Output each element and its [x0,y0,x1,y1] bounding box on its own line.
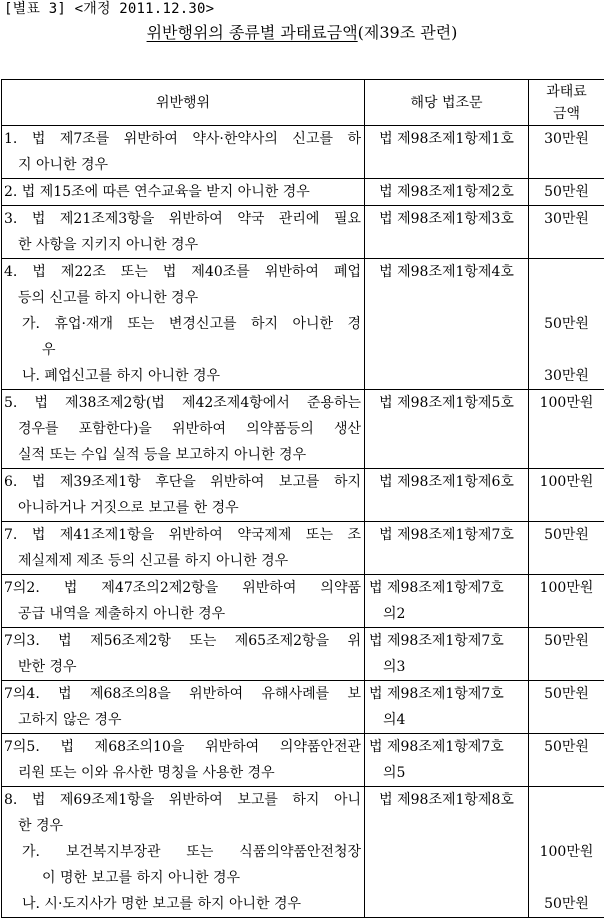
fine-cell [529,259,604,390]
act-line: 실적 또는 수입 실적 등을 보고하지 아니한 경우 [4,442,361,468]
fine-line [531,152,602,178]
table-header-row [2,80,604,126]
basis-line: 법 제98조제1항제1호 [367,126,526,152]
basis-cell [365,734,529,787]
fine-line: 50만원 [531,179,602,205]
basis-cell [365,787,529,918]
basis-line [367,813,526,839]
basis-cell [365,469,529,522]
basis-line [367,337,526,363]
basis-line: 법 제98조제1항제5호 [367,390,526,416]
basis-line: 법 제98조제1항제7호 [369,628,526,654]
fine-line [531,865,602,891]
act-line: 1. 법 제7조를 위반하여 약사·한약사의 신고를 하 [4,126,361,152]
fine-line [531,259,602,285]
basis-line [367,285,526,311]
title-main: 위반행위의 종류별 과태료금액 [147,23,358,42]
table-row [2,787,604,918]
act-line: 아니하거나 거짓으로 보고를 한 경우 [4,495,361,521]
basis-line: 법 제98조제1항제8호 [367,787,526,813]
basis-cell [365,390,529,469]
basis-cell [365,681,529,734]
table-row [2,628,604,681]
basis-cell [365,522,529,575]
header-label: [별표 3] <개정 2011.12.30> [4,0,214,18]
act-cell [2,179,365,206]
fine-line [531,548,602,574]
basis-cell [365,575,529,628]
fine-line: 30만원 [531,126,602,152]
fine-cell [529,206,604,259]
basis-line: 법 제98조제1항제4호 [367,259,526,285]
fine-line [531,787,602,813]
fine-cell [529,681,604,734]
act-line: 경우를 포함한다)을 위반하여 의약품등의 생산 [4,416,361,442]
fine-line: 100만원 [531,575,602,601]
basis-line: 법 제98조제1항제7호 [369,734,526,760]
table-row [2,469,604,522]
act-cell [2,522,365,575]
act-cell [2,734,365,787]
fine-cell [529,179,604,206]
penalty-table [1,79,604,918]
basis-line [367,232,526,258]
basis-cell [365,206,529,259]
act-line: 반한 경우 [4,654,361,680]
fine-cell [529,575,604,628]
act-cell [2,628,365,681]
fine-header-text: 과태료 금액 [545,81,589,125]
act-cell [2,787,365,918]
act-cell [2,390,365,469]
act-line: 6. 법 제39조제1항 후단을 위반하여 보고를 하지 [4,469,361,495]
act-line: 3. 법 제21조제3항을 위반하여 약국 관리에 필요 [4,206,361,232]
fine-line [531,760,602,786]
act-subitem-line: 이 명한 보고를 하지 아니한 경우 [4,865,361,891]
act-line: 2. 법 제15조에 따른 연수교육을 받지 아니한 경우 [4,179,361,205]
fine-line: 50만원 [531,891,602,917]
act-subitem-line: 나. 폐업신고를 하지 아니한 경우 [4,363,361,389]
fine-cell [529,469,604,522]
table-row [2,126,604,179]
act-line: 한 사항을 지키지 아니한 경우 [4,232,361,258]
basis-line: 의4 [369,707,526,733]
act-cell [2,126,365,179]
act-line: 리원 또는 이와 유사한 명칭을 사용한 경우 [4,760,361,786]
basis-cell [365,628,529,681]
fine-cell [529,734,604,787]
fine-line: 100만원 [531,390,602,416]
basis-line: 법 제98조제1항제6호 [367,469,526,495]
act-line: 한 경우 [4,813,361,839]
fine-line [531,232,602,258]
table-row [2,259,604,390]
basis-line [367,363,526,389]
act-line: 고하지 않은 경우 [4,707,361,733]
act-line: 공급 내역을 제출하지 아니한 경우 [4,601,361,627]
act-cell [2,259,365,390]
column-header-basis: 해당 법조문 [365,80,529,126]
act-line: 등의 신고를 하지 아니한 경우 [4,285,361,311]
basis-line [367,152,526,178]
fine-line [531,337,602,363]
basis-line: 의2 [369,601,526,627]
table-row [2,522,604,575]
fine-line [531,813,602,839]
fine-line: 50만원 [531,628,602,654]
act-line: 7의3. 법 제56조제2항 또는 제65조제2항을 위 [4,628,361,654]
act-cell [2,206,365,259]
basis-cell [365,179,529,206]
basis-cell [365,126,529,179]
act-line: 지 아니한 경우 [4,152,361,178]
fine-cell [529,390,604,469]
basis-line: 법 제98조제1항제2호 [367,179,526,205]
fine-line: 30만원 [531,206,602,232]
basis-line [367,548,526,574]
basis-line: 법 제98조제1항제7호 [367,522,526,548]
basis-line [367,865,526,891]
fine-line: 50만원 [531,681,602,707]
act-line: 7의4. 법 제68조의8을 위반하여 유해사례를 보 [4,681,361,707]
act-subitem-line: 가. 보건복지부장관 또는 식품의약품안전청장 [4,839,361,865]
fine-cell [529,628,604,681]
basis-line [367,891,526,917]
column-header-fine [529,80,604,126]
table-row [2,734,604,787]
fine-line [531,707,602,733]
basis-line [367,495,526,521]
fine-line [531,285,602,311]
fine-line [531,442,602,468]
page-title [0,22,604,44]
basis-line: 의5 [369,760,526,786]
fine-cell [529,522,604,575]
basis-line: 법 제98조제1항제3호 [367,206,526,232]
act-line: 5. 법 제38조제2항(법 제42조제4항에서 준용하는 [4,390,361,416]
basis-line [367,839,526,865]
basis-line: 법 제98조제1항제7호 [369,681,526,707]
fine-line [531,654,602,680]
table-row [2,179,604,206]
table-row [2,575,604,628]
table-row [2,206,604,259]
act-line: 7. 법 제41조제1항을 위반하여 약국제제 또는 조 [4,522,361,548]
act-cell [2,469,365,522]
act-cell [2,575,365,628]
act-line: 7의5. 법 제68조의10을 위반하여 의약품안전관 [4,734,361,760]
basis-line [367,311,526,337]
fine-line: 30만원 [531,363,602,389]
fine-line [531,601,602,627]
act-cell [2,681,365,734]
act-line: 제실제제 제조 등의 신고를 하지 아니한 경우 [4,548,361,574]
basis-line: 의3 [369,654,526,680]
fine-line: 50만원 [531,522,602,548]
act-line: 8. 법 제69조제1항을 위반하여 보고를 하지 아니 [4,787,361,813]
basis-line: 법 제98조제1항제7호 [369,575,526,601]
fine-line: 100만원 [531,839,602,865]
fine-line: 50만원 [531,311,602,337]
basis-line [367,416,526,442]
basis-line [367,442,526,468]
fine-line [531,416,602,442]
table-row [2,681,604,734]
column-header-act: 위반행위 [2,80,365,126]
act-subitem-line: 가. 휴업·재개 또는 변경신고를 하지 아니한 경 [4,311,361,337]
act-subitem-line: 우 [4,337,361,363]
fine-line: 100만원 [531,469,602,495]
fine-line [531,495,602,521]
act-subitem-line: 나. 시·도지사가 명한 보고를 하지 아니한 경우 [4,891,361,917]
act-line: 4. 법 제22조 또는 법 제40조를 위반하여 폐업 [4,259,361,285]
basis-cell [365,259,529,390]
title-suffix: (제39조 관련) [358,23,458,42]
fine-cell [529,787,604,918]
fine-line: 50만원 [531,734,602,760]
table-row [2,390,604,469]
fine-cell [529,126,604,179]
act-line: 7의2. 법 제47조의2제2항을 위반하여 의약품 [4,575,361,601]
